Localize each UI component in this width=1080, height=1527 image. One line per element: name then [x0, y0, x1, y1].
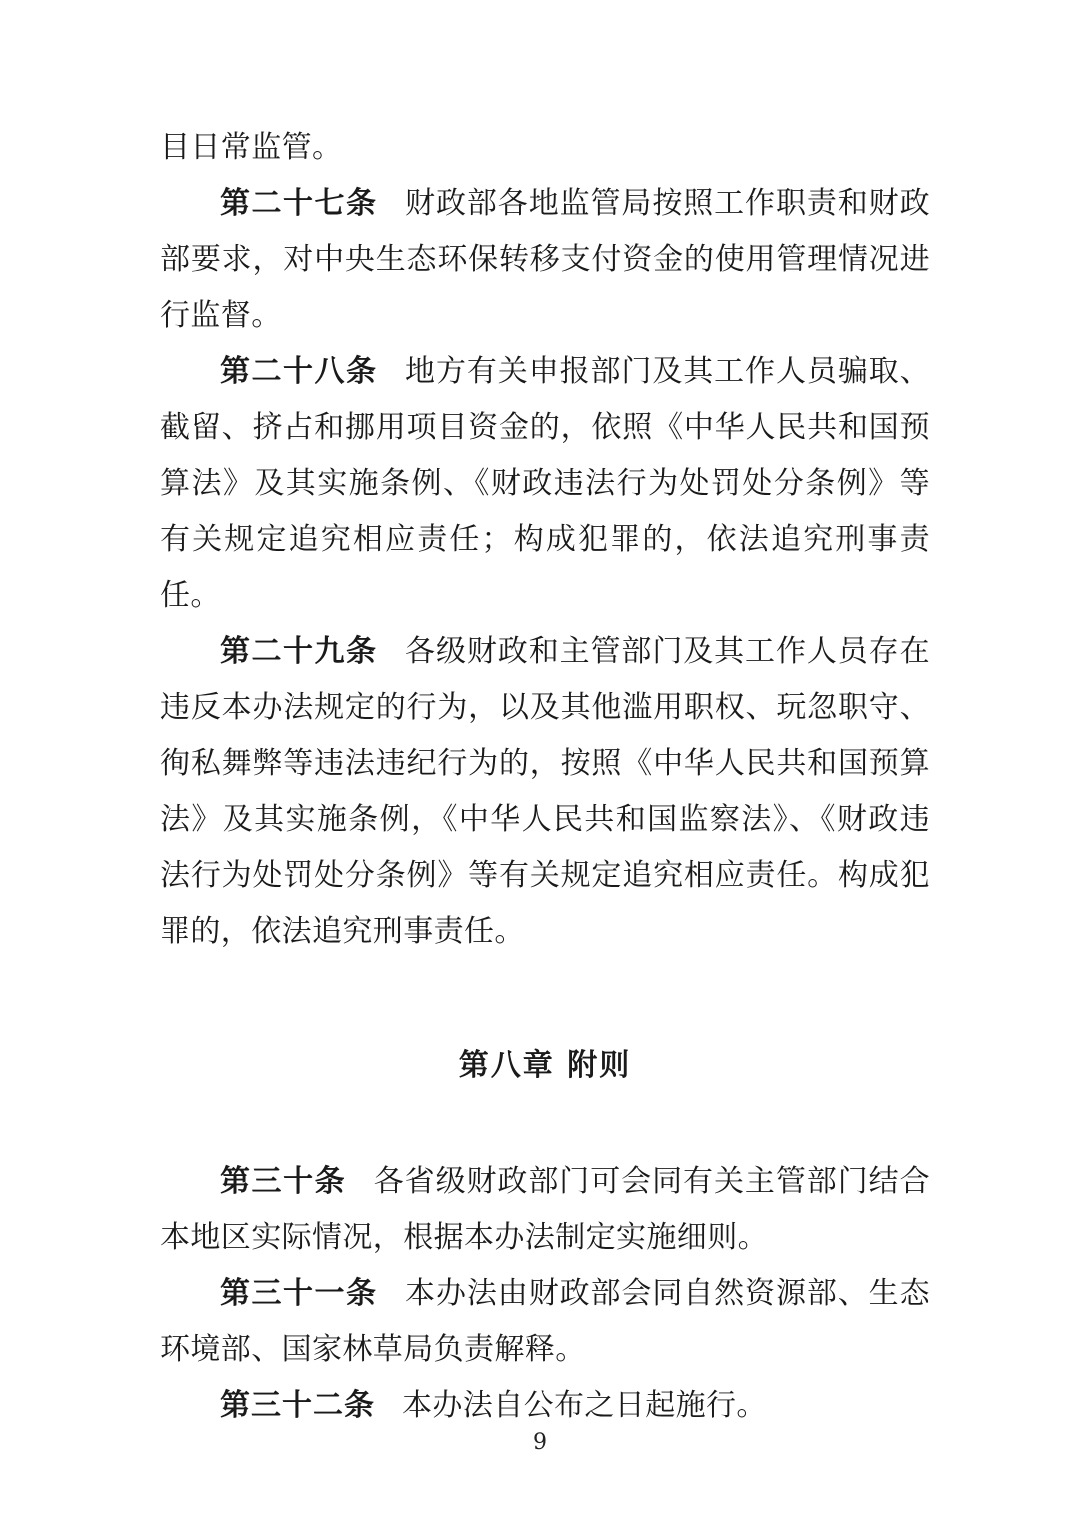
section-spacer-top — [160, 960, 930, 1038]
paragraph-text: 本办法自公布之日起施行。 — [402, 1388, 767, 1423]
article-32 — [160, 1378, 930, 1434]
article-27 — [160, 176, 930, 344]
document-body — [160, 120, 930, 1434]
paragraph-continuation — [160, 120, 930, 176]
article-30 — [160, 1154, 930, 1266]
paragraph-text: 各级财政和主管部门及其工作人员存在违反本办法规定的行为，以及其他滥用职权、玩忽职守、徇私舞弊等违法违纪行为的，按照《中华人民共和国预算法》及其实施条例，《中华人民共和国监察法》、《财政违法行为处罚处分条例》等有关规定追究相应责任。构成犯罪的，依法追究刑事责任。 — [160, 634, 930, 949]
paragraph-text: 地方有关申报部门及其工作人员骗取、截留、挤占和挪用项目资金的，依照《中华人民共和国预算法》及其实施条例、《财政违法行为处罚处分条例》等有关规定追究相应责任；构成犯罪的，依法追究刑事责任。 — [160, 354, 930, 613]
paragraph-text: 各省级财政部门可会同有关主管部门结合本地区实际情况，根据本办法制定实施细则。 — [160, 1164, 931, 1255]
article-28 — [160, 344, 930, 624]
article-label: 第二十九条 — [220, 634, 378, 669]
paragraph-text: 本办法由财政部会同自然资源部、生态环境部、国家林草局负责解释。 — [160, 1276, 930, 1367]
article-label: 第二十八条 — [220, 354, 378, 389]
article-label: 第三十二条 — [220, 1388, 375, 1423]
article-label: 第二十七条 — [220, 186, 378, 221]
article-label: 第三十一条 — [220, 1276, 378, 1311]
section-spacer-bottom — [160, 1094, 930, 1154]
article-31 — [160, 1266, 930, 1378]
paragraph-text: 财政部各地监管局按照工作职责和财政部要求，对中央生态环保转移支付资金的使用管理情况进行监督。 — [160, 186, 930, 333]
page-number: 9 — [533, 1430, 547, 1455]
paragraph-text: 目日常监管。 — [160, 130, 343, 165]
article-label: 第三十条 — [220, 1164, 347, 1199]
chapter-heading: 第八章 附则 — [458, 1048, 632, 1083]
article-29 — [160, 624, 930, 960]
